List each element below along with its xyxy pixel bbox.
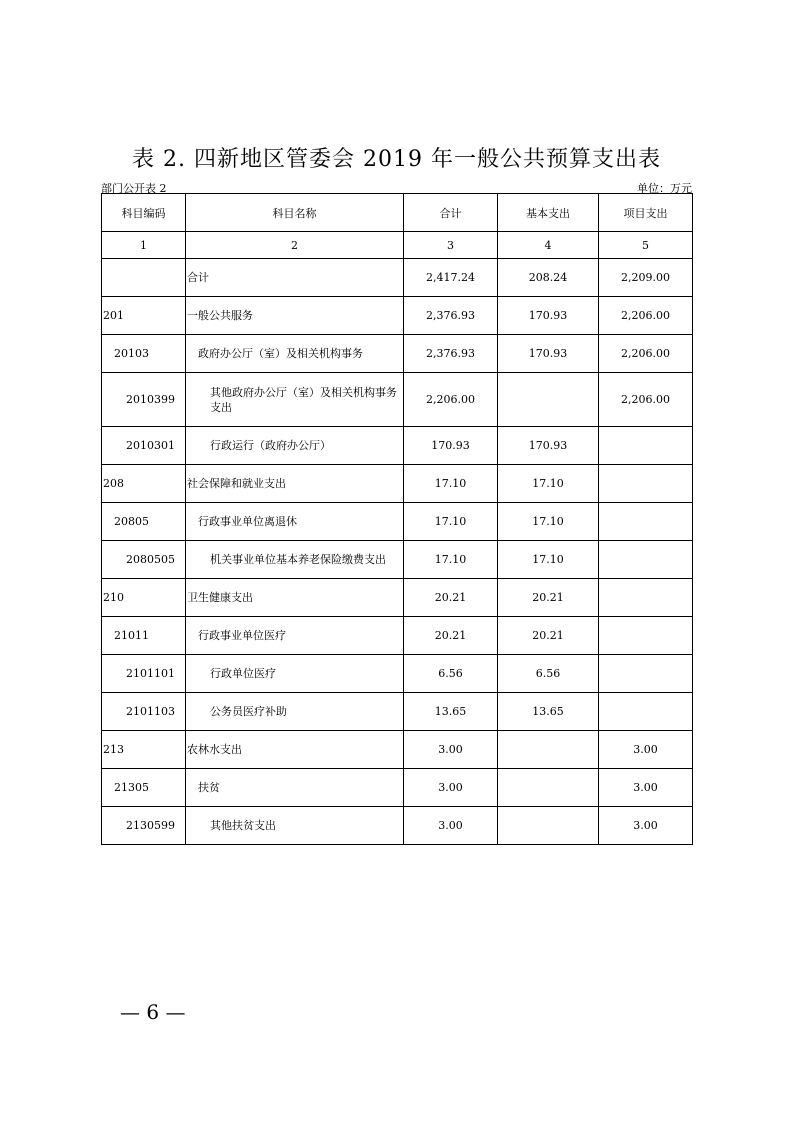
cell-total: 2,206.00 [404, 373, 498, 427]
cell-code: 2010301 [102, 427, 186, 465]
table-id: 部门公开表 2 [101, 182, 167, 195]
cell-basic: 170.93 [498, 335, 599, 373]
table-row [102, 335, 693, 373]
cell-project [599, 503, 693, 541]
cell-project [599, 427, 693, 465]
cell-total: 17.10 [404, 465, 498, 503]
cell-basic [498, 731, 599, 769]
cell-basic: 20.21 [498, 617, 599, 655]
cell-project: 2,206.00 [599, 335, 693, 373]
cell-code: 2010399 [102, 373, 186, 427]
column-header-name: 科目名称 [186, 194, 404, 232]
table-row [102, 297, 693, 335]
cell-code: 21011 [102, 617, 186, 655]
cell-total: 3.00 [404, 807, 498, 845]
cell-name: 其他政府办公厅（室）及相关机构事务支出 [186, 373, 404, 427]
cell-code: 2130599 [102, 807, 186, 845]
cell-code: 201 [102, 297, 186, 335]
cell-name: 行政事业单位离退休 [186, 503, 404, 541]
cell-project [599, 465, 693, 503]
cell-total: 17.10 [404, 541, 498, 579]
cell-project: 2,206.00 [599, 373, 693, 427]
cell-total: 2,376.93 [404, 335, 498, 373]
cell-basic: 17.10 [498, 503, 599, 541]
cell-code: 20103 [102, 335, 186, 373]
page-number: — 6 — [120, 1000, 186, 1024]
cell-name: 政府办公厅（室）及相关机构事务 [186, 335, 404, 373]
table-row [102, 617, 693, 655]
cell-project [599, 693, 693, 731]
column-header-total: 合计 [404, 194, 498, 232]
cell-name: 合计 [186, 259, 404, 297]
cell-code: 2080505 [102, 541, 186, 579]
cell-name: 行政事业单位医疗 [186, 617, 404, 655]
cell-basic [498, 769, 599, 807]
cell-total: 3.00 [404, 731, 498, 769]
table-row [102, 503, 693, 541]
cell-code: 20805 [102, 503, 186, 541]
cell-basic: 6.56 [498, 655, 599, 693]
column-index: 4 [498, 232, 599, 259]
cell-name: 行政单位医疗 [186, 655, 404, 693]
column-index: 2 [186, 232, 404, 259]
table-row [102, 579, 693, 617]
table-header-row [102, 194, 693, 232]
cell-project [599, 655, 693, 693]
cell-basic [498, 373, 599, 427]
cell-name: 农林水支出 [186, 731, 404, 769]
cell-code: 213 [102, 731, 186, 769]
cell-total: 13.65 [404, 693, 498, 731]
cell-name: 机关事业单位基本养老保险缴费支出 [186, 541, 404, 579]
budget-table [101, 193, 693, 845]
cell-name: 社会保障和就业支出 [186, 465, 404, 503]
cell-code: 2101101 [102, 655, 186, 693]
cell-name: 扶贫 [186, 769, 404, 807]
unit-label: 单位：万元 [637, 182, 692, 195]
cell-total: 2,417.24 [404, 259, 498, 297]
cell-basic [498, 807, 599, 845]
cell-project: 3.00 [599, 807, 693, 845]
cell-name: 其他扶贫支出 [186, 807, 404, 845]
cell-basic: 208.24 [498, 259, 599, 297]
cell-name: 卫生健康支出 [186, 579, 404, 617]
cell-basic: 13.65 [498, 693, 599, 731]
cell-project: 2,209.00 [599, 259, 693, 297]
cell-basic: 170.93 [498, 427, 599, 465]
cell-basic: 17.10 [498, 465, 599, 503]
cell-code: 2101103 [102, 693, 186, 731]
column-index: 5 [599, 232, 693, 259]
column-index-row [102, 232, 693, 259]
cell-name: 公务员医疗补助 [186, 693, 404, 731]
column-index: 1 [102, 232, 186, 259]
table-row [102, 373, 693, 427]
column-header-project: 项目支出 [599, 194, 693, 232]
table-row [102, 427, 693, 465]
column-header-basic: 基本支出 [498, 194, 599, 232]
cell-total: 170.93 [404, 427, 498, 465]
table-row [102, 259, 693, 297]
cell-code: 21305 [102, 769, 186, 807]
cell-total: 6.56 [404, 655, 498, 693]
cell-project: 2,206.00 [599, 297, 693, 335]
cell-total: 20.21 [404, 617, 498, 655]
cell-total: 17.10 [404, 503, 498, 541]
cell-code: 210 [102, 579, 186, 617]
table-row [102, 731, 693, 769]
cell-code [102, 259, 186, 297]
table-row [102, 693, 693, 731]
cell-basic: 20.21 [498, 579, 599, 617]
cell-basic: 17.10 [498, 541, 599, 579]
cell-project [599, 541, 693, 579]
cell-total: 2,376.93 [404, 297, 498, 335]
cell-name: 行政运行（政府办公厅） [186, 427, 404, 465]
cell-project: 3.00 [599, 769, 693, 807]
column-header-code: 科目编码 [102, 194, 186, 232]
page-title: 表 2. 四新地区管委会 2019 年一般公共预算支出表 [132, 147, 661, 172]
cell-project [599, 617, 693, 655]
table-row [102, 807, 693, 845]
cell-project [599, 579, 693, 617]
cell-total: 3.00 [404, 769, 498, 807]
cell-basic: 170.93 [498, 297, 599, 335]
cell-name: 一般公共服务 [186, 297, 404, 335]
cell-code: 208 [102, 465, 186, 503]
table-row [102, 465, 693, 503]
cell-project: 3.00 [599, 731, 693, 769]
table-row [102, 769, 693, 807]
cell-total: 20.21 [404, 579, 498, 617]
table-row [102, 655, 693, 693]
column-index: 3 [404, 232, 498, 259]
table-row [102, 541, 693, 579]
